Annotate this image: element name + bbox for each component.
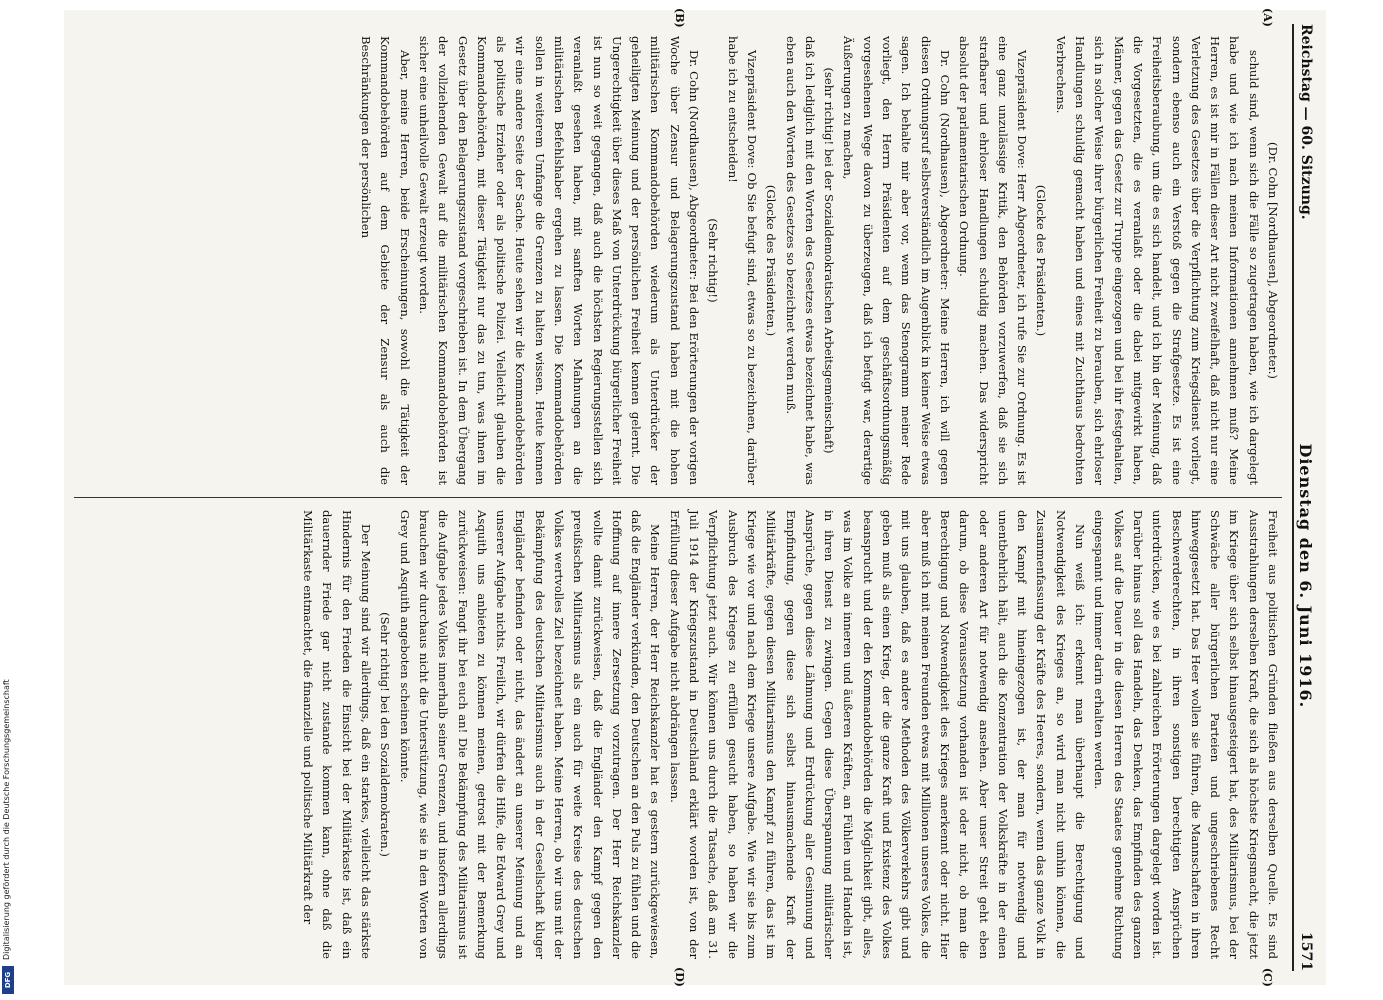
right-column <box>74 498 1282 971</box>
paragraph: daß ich lediglich mit den Worten des Gesetzes etwas bezeichnet habe, was eben auch den Worten des Gesetzes so bezeichnet werden muß. <box>783 36 817 485</box>
paragraph: Nun weiß ich: erkennt man überhaupt die Berechtigung und Notwendigkeit des Krieges an, so wird man nicht umhin können, die Zusammenfassung der Kräfte des Heeres, sondern, wenn das ganze Volk in den Kampf mit hineingezogen ist, der man für notwendig und unentbehrlich hält, auch die Konzentration der Volkskräfte in der einen oder anderen Art für notwendig ansehen. Aber unser Streit geht eben darum, ob diese Voraussetzung vorhanden ist oder nicht, ob man die Berechtigung und Notwendigkeit des Krieges anerkennt oder nicht. Hier aber muß ich mit meinen Freunden etwas mit Millionen unseres Volkes, die mit uns glauben, daß es andere Methoden des Völkerverkehrs gibt und geben muß als einen Krieg, der die ganze Kraft und Existenz des Volkes beansprucht und der den Kommandobehörden die Möglichkeit gibt, alles, was im Volke an inneren und äußeren Kräften, an Fühlen und Handeln ist, in ihren Dienst zu zwingen. Gegen diese Überspannung militärischer Ansprüche, gegen diese Lähmung und Erdrückung aller Gesinnung und Empfindung, gegen diese sich selbst hinausmachende Kraft der Militärkräfte, gegen diesen Militarismus den Kampf zu führen, das ist im Kriege wie vor und nach dem Kriege unsere Aufgabe. Wie wir sie bis zum Ausbruch des Krieges zu erfüllen gesucht haben, so haben wir die Verpflichtung jetzt auch. Wir können uns durch die Tatsache, daß am 31. Juli 1914 der Kriegszustand in Deutschland erklärt worden ist, von der Erfüllung dieser Aufgabe nicht abdrängen lassen. <box>667 510 1088 959</box>
header-center: Dienstag den 6. Juni 1916. <box>1296 443 1316 709</box>
paragraph: Vizepräsident Dove: Ob Sie befugt sind, etwas so zu bezeichnen, darüber habe ich zu entscheiden! <box>725 36 759 485</box>
newspaper-page <box>64 10 1326 985</box>
paragraph: schuld sind, wenn sich die Fälle so zugetragen haben, wie ich dargelegt habe und wie ich nach meinen Informationen annehmen muß? Meine Herren, es ist mir in Fällen dieser Art nicht zweifelhaft, daß nicht nur eine Verletzung des Gesetzes über die Verpflichtung zum Kriegsdienst vorliegt, sondern ebenso auch ein Verstoß gegen die Strafgesetze. Es ist eine Freiheitsberaubung, um die es sich handelt, und ich bin der Meinung, daß die Vorgesetzten, die es veranlaßt oder die dabei mitgewirkt haben, Männer, gegen das Gesetz zur Truppe eingezogen und bei ihr festgehalten, sich in solcher Weise ihrer bürgerlichen Freiheit zu berauben, sich ehrloser Handlungen schuldig gemacht haben und eines mit Zuchthaus bedrohten Verbrechens. <box>1053 36 1261 485</box>
paragraph: Vizepräsident Dove: Herr Abgeordneter, ich rufe Sie zur Ordnung. Es ist eine ganz unzulässige Kritik, den Behörden vorzuwerfen, daß sie sich strafbarer und ehrloser Handlungen schuldig machen. Das widerspricht absolut der parlamentarischen Ordnung. <box>957 36 1030 485</box>
paragraph: Dr. Cohn (Nordhausen), Abgeordneter: Meine Herren, ich will gegen diesen Ordnungsruf selbstverständlich im Augenblick in keiner Weise etwas sagen. Ich behalte mir aber vor, wenn das Stenogramm meiner Rede vorliegt, den Herrn Präsidenten auf dem geschäftsordnungsmäßig vorgesehenen Wege davon zu überzeugen, daß ich befugt war, derartige Äußerungen zu machen, <box>841 36 952 485</box>
page-number: 1571 <box>1298 932 1314 971</box>
margin-mark-d: (D) <box>673 967 686 987</box>
credit-text: Digitalisierung gefördert durch die Deutsche Forschungsgemeinschaft <box>2 679 11 960</box>
stage-direction: (Glocke des Präsidenten.) <box>764 184 779 337</box>
paragraph: Aber, meine Herren, beide Erscheinungen, sowohl die Tätigkeit der Kommandobehörden auf dem Gebiete der Zensur als auch die Beschränkungen der persönlichen <box>359 36 412 485</box>
paragraph: Dr. Cohn (Nordhausen), Abgeordneter: Bei den Erörterungen der vorigen Woche über Zensur und Belagerungszustand haben mit die hohen militärischen Kommandobehörden wiederum als Unterdrücker der geheiligten Meinung und der persönlichen Freiheit kennen gelernt. Die Ungerechtigkeit über dieses Maß von Unterdrückung bürgerlicher Freiheit ist nun so weit gegangen, daß auch die höchsten Regierungsstellen sich veranlaßt gesehen haben, mit sanften Worten Mahnungen an die militärischen Befehlshaber ergehen zu lassen. Die Kommandobehörden sollen in weiterem Umfange die Grenzen zu halten wissen. Heute kennen wir eine andere Seite der Sache. Heute sehen wir die Kommandobehörden als politische Erzieher oder als politische Polizei. Vielleicht glauben die Kommandobehörden, mit dieser Tätigkeit nur das zu tun, was ihnen im Gesetz über den Belagerungszustand vorgeschrieben ist. In dem Übergang der vollziehenden Gewalt auf die militärischen Kommandobehörden ist sicher eine unheilvolle Gewalt erzeugt worden. <box>416 36 702 485</box>
paragraph: Freiheit aus politischen Gründen fließen aus derselben Quelle. Es sind Ausstrahlungen derselben Kraft, die sich als höchste Kriegsmacht, die jetzt im Kriege über sich selbst hinausgesteigert hat, des Militarismus, bei der Schwäche aller bürgerlichen Parteien und ungeschriebenes Recht hinweggesetzt hat. Das Heer wollen sie führen, die Mannschaften in ihren Beschwerderechten, in ihren sonstigen berechtigten Ansprüchen unterdrücken, wie es bei zahlreichen Erörterungen dargelegt worden ist. Darüber hinaus soll das Handeln, das Denken, das Empfinden des ganzen Volkes auf die Dauer in die diesen Herren des Staates genehme Richtung eingespannt und immer darin erhalten werden. <box>1092 510 1280 959</box>
stage-direction: (Sehr richtig! bei den Sozialdemokraten.) <box>378 612 393 857</box>
paragraph: Der Meinung sind wir allerdings, daß ein starkes, vielleicht das stärkste Hindernis für den Frieden die Einsicht bei der Militärkaste ist, daß ein dauernder Friede gar nicht zustande kommen kann, ohne daß die Militärkaste entmachtet, die finanzielle und politische Militärkraft der <box>301 510 374 959</box>
speaker-note: (Dr. Cohn [Nordhausen], Abgeordneter.) <box>1266 142 1280 379</box>
stage-direction: (Sehr richtig!) <box>706 218 721 303</box>
stage-direction: (sehr richtig! bei der Sozialdemokratischen Arbeitsgemeinschaft) <box>822 67 837 454</box>
dfg-logo-text: DFG <box>4 971 12 989</box>
stage-direction: (Glocke des Präsidenten.) <box>1034 184 1049 337</box>
left-column <box>74 24 1282 497</box>
dfg-logo <box>2 966 14 994</box>
paragraph: Meine Herren, der Herr Reichskanzler hat es gestern zurückgewiesen, daß die Engländer verkünden, den Deutschen an den Puls zu fühlen und die Hoffnung auf innere Zersetzung vorzutragen. Der Herr Reichskanzler wollte damit zurückweisen, daß die Engländer den Kampf gegen den preußischen Militarismus als ein auch für weite Kreise des deutschen Volkes wertvolles Ziel bezeichnet haben. Meine Herren, ob wir uns mit der Bekämpfung des deutschen Militarismus auch in der Gesellschaft kluger Engländer befinden oder nicht, das ändert an unserer Meinung und an unserer Aufgabe nichts. Freilich, wir dürfen die Hilfe, die Edward Grey und Asquith uns anbieten zu können meinen, getrost mit der Bemerkung zurückweisen: Fangt ihr bei euch an! Die Bekämpfung des Militarismus ist die Aufgabe jedes Volkes innerhalb seiner Grenzen, und insofern allerdings brauchen wir durchaus nicht die Unterstützung, wie sie in den Worten von Grey und Asquith angeboten scheinen könnte. <box>397 510 663 959</box>
header-left: Reichstag — 60. Sitzung. <box>1298 24 1314 220</box>
margin-mark-b: (B) <box>673 8 686 28</box>
margin-mark-c: (C) <box>1261 967 1274 987</box>
digitization-credit <box>0 570 16 1000</box>
running-head <box>1292 24 1318 971</box>
margin-mark-a: (A) <box>1261 8 1274 27</box>
text-columns <box>74 24 1282 971</box>
